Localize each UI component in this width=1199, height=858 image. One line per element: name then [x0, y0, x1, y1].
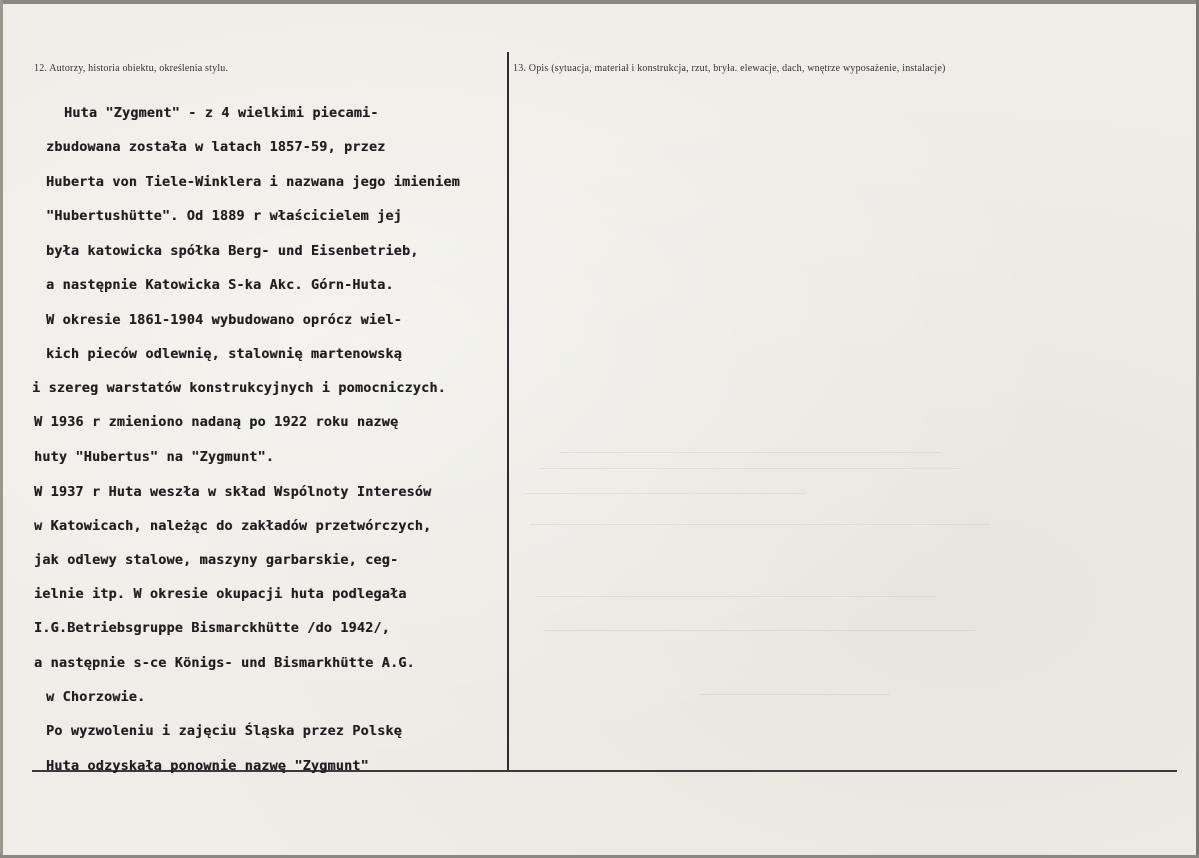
- typed-line: W 1936 r zmieniono nadaną po 1922 roku nazwę: [34, 414, 399, 430]
- typed-line: zbudowana została w latach 1857-59, przez: [46, 139, 386, 155]
- show-through-mark: [525, 493, 805, 494]
- typed-line: a następnie s-ce Königs- und Bismarkhütte A.G.: [34, 655, 415, 671]
- typed-line: I.G.Betriebsgruppe Bismarckhütte /do 1942/,: [34, 620, 390, 636]
- field-13-label: 13. Opis (sytuacja, materiał i konstrukcja, rzut, bryła. elewacje, dach, wnętrze wyposażenie, instalacje): [513, 63, 946, 74]
- typed-line: Huberta von Tiele-Winklera i nazwana jego imieniem: [46, 174, 460, 190]
- field-12-label: 12. Autorzy, historia obiektu, określenia stylu.: [34, 63, 229, 74]
- typed-line: w Katowicach, należąc do zakładów przetwórczych,: [34, 518, 432, 534]
- typed-line: była katowicka spółka Berg- und Eisenbetrieb,: [46, 243, 419, 259]
- show-through-mark: [700, 694, 890, 695]
- show-through-mark: [545, 630, 975, 631]
- typed-line: i szereg warstatów konstrukcyjnych i pomocniczych.: [32, 380, 446, 396]
- typed-line: kich pieców odlewnię, stalownię martenowską: [46, 346, 402, 362]
- show-through-mark: [560, 452, 940, 453]
- typed-line: huty "Hubertus" na "Zygmunt".: [34, 449, 275, 465]
- typed-line: w Chorzowie.: [46, 689, 146, 705]
- page-left-edge: [0, 0, 3, 858]
- typed-line: W 1937 r Huta weszła w skład Wspólnoty Interesów: [34, 484, 432, 500]
- typed-line: Huta odzyskała ponownie nazwę "Zygmunt": [46, 758, 369, 774]
- typed-line: ielnie itp. W okresie okupacji huta podlegała: [34, 586, 407, 602]
- typed-line: Po wyzwoleniu i zajęciu Śląska przez Polskę: [46, 723, 402, 739]
- typed-line: W okresie 1861-1904 wybudowano oprócz wiel-: [46, 312, 402, 328]
- column-divider: [507, 52, 509, 772]
- show-through-mark: [535, 596, 935, 597]
- page-top-edge: [0, 0, 1199, 4]
- show-through-mark: [530, 524, 990, 525]
- typed-line: jak odlewy stalowe, maszyny garbarskie, ceg-: [34, 552, 399, 568]
- show-through-mark: [540, 468, 960, 469]
- typed-line: a następnie Katowicka S-ka Akc. Górn-Huta.: [46, 277, 394, 293]
- typed-line: "Hubertushütte". Od 1889 r właścicielem jej: [46, 208, 402, 224]
- typed-line: Huta "Zygment" - z 4 wielkimi piecami-: [64, 105, 379, 121]
